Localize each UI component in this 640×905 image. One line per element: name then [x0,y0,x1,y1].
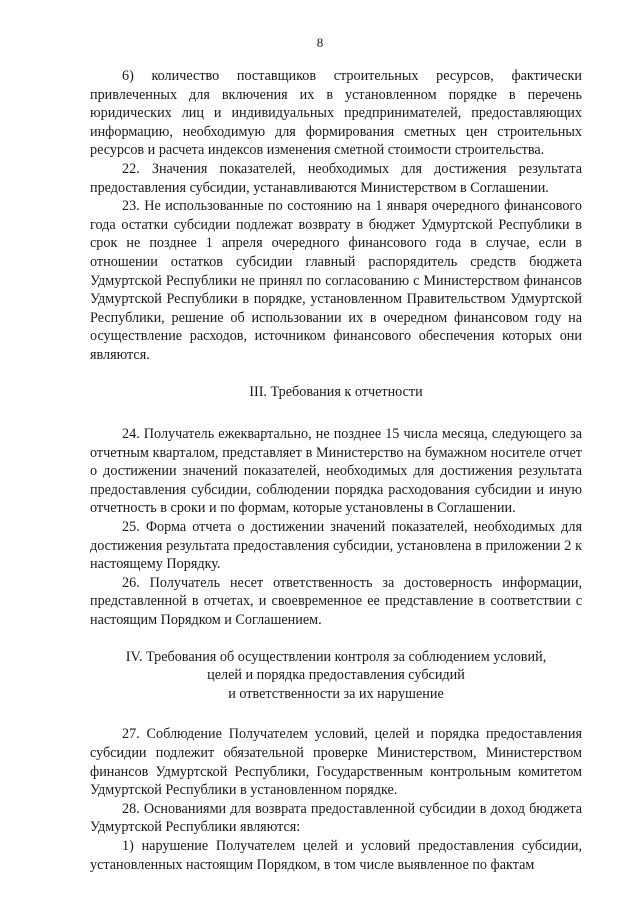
paragraph-22: 22. Значения показателей, необходимых для достижения результата предоставления субсидии, устанавливаются Министерством в Соглашении. [90,160,582,196]
paragraph-24: 24. Получатель ежеквартально, не позднее 15 числа месяца, следующего за отчетным кварталом, представляет в Министерство на бумажном носителе отчет о достижении значений показателей, необходимых для достижения результата предоставления субсидии, соблюдении порядка расходования субсидии и иную отчетность в сроки и по формам, которые установлены в Соглашении. [90,426,582,517]
paragraph-28: 28. Основаниями для возврата предоставленной субсидии в доход бюджета Удмуртской Республики являются: [90,800,582,836]
section-4-heading-line-3: и ответственности за их нарушение [228,685,444,702]
paragraph-27: 27. Соблюдение Получателем условий, целей и порядка предоставления субсидии подлежит обязательной проверке Министерством, Министерством финансов Удмуртской Республики, Государственным контрольным комитетом Удмуртской Республики в установленном порядке. [90,726,582,799]
paragraph-26: 26. Получатель несет ответственность за достоверность информации, представленной в отчетах, и своевременное ее представление в соответствии с настоящим Порядком и Соглашением. [90,574,582,629]
section-4-heading-line-2: целей и порядка предоставления субсидий [207,667,465,684]
paragraph-item-6: 6) количество поставщиков строительных ресурсов, фактически привлеченных для включения их в установленном порядке в перечень юридических лиц и индивидуальных предпринимателей, предоставляющих информацию, необходимую для формирования сметных цен строительных ресурсов и расчета индексов изменения сметной стоимости строительства. [90,68,582,159]
page-number: 8 [316,35,324,50]
paragraph-25: 25. Форма отчета о достижении значений показателей, необходимых для достижения результата предоставления субсидии, установлена в приложении 2 к настоящему Порядку. [90,519,582,573]
paragraph-23: 23. Не использованные по состоянию на 1 января очередного финансового года остатки субсидии подлежат возврату в бюджет Удмуртской Республики в срок не позднее 1 апреля очередного финансового года в случае, если в отношении остатков субсидии главный распорядитель средств бюджета Удмуртской Республики не принял по согласованию с Министерством финансов Удмуртской Республики в порядке, установленном Правительством Удмуртской Республики, решение об использовании их в очередном финансовом году на осуществление расходов, источником финансового обеспечения которых они являются. [90,198,582,363]
page-content [90,67,582,874]
section-4-heading [90,648,582,704]
section-3-heading: III. Требования к отчетности [249,383,423,400]
section-4-heading-line-1: IV. Требования об осуществлении контроля за соблюдением условий, [125,648,547,665]
paragraph-28-item-1: 1) нарушение Получателем целей и условий предоставления субсидии, установленных настоящим Порядком, в том числе выявленное по фактам [90,837,582,873]
